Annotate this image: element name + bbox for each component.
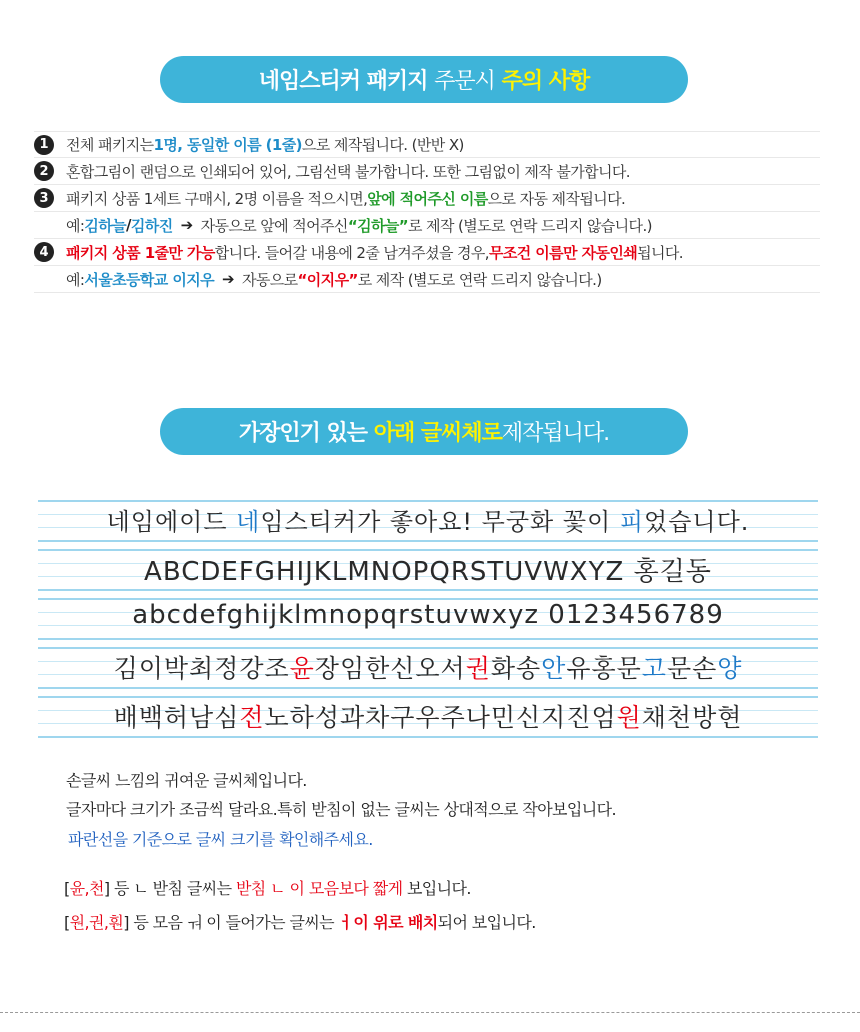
- sample-highlight: 전: [239, 703, 265, 732]
- sample-highlight: 권: [465, 654, 491, 683]
- sample-text: 었습니다.: [644, 508, 750, 536]
- number-3-icon: 3: [34, 188, 54, 208]
- note-3-ex-prefix: 예:: [66, 216, 85, 235]
- order-notes-list: [34, 131, 820, 293]
- note-3-ex-name2: 김하진: [130, 216, 173, 235]
- bracket: [: [64, 913, 70, 932]
- description-line-4: [64, 876, 471, 899]
- sample-highlight: 안: [541, 654, 567, 683]
- note-4-bold-a: 패키지 상품 1줄만 가능: [66, 243, 215, 262]
- notice-header-banner: [160, 56, 688, 103]
- sample-text: 김이박최정강조: [113, 654, 290, 683]
- sample-line-2: ABCDEFGHIJKLMNOPQRSTUVWXYZ 홍길동: [144, 557, 712, 587]
- sample-highlight: 원: [616, 703, 642, 732]
- description-highlight: 받침 ㄴ 이 모음보다 짧게: [235, 879, 403, 898]
- note-3-bold: 앞에 적어주신 이름: [367, 189, 488, 208]
- arrow-right-icon: ➔: [222, 270, 234, 288]
- note-3-ex-sep: /: [126, 216, 131, 234]
- sample-line-1: [38, 502, 818, 537]
- font-header-part2: 아래 글씨체로: [373, 421, 502, 446]
- sample-line-5: [38, 698, 818, 734]
- sample-highlight: 고: [641, 654, 667, 683]
- font-sample-panel: [38, 496, 818, 742]
- sample-text: 노하성과차구우주나민신지진엄: [264, 703, 617, 732]
- note-3-ex-text-a: 자동으로 앞에 적어주신: [200, 216, 348, 235]
- note-4-ex-text-b: 로 제작 (별도로 연락 드리지 않습니다.): [357, 270, 602, 289]
- note-3-ex-result: “김하늘”: [347, 216, 408, 235]
- sample-text: 임스티커가 좋아요! 무궁화 꽃이: [260, 508, 620, 536]
- sample-text: 유홍문: [566, 654, 642, 683]
- guide-line: [38, 540, 818, 542]
- note-4-ex-name: 서울초등학교 이지우: [84, 270, 214, 289]
- note-item-3: [34, 185, 820, 212]
- note-4-text-b: 됩니다.: [637, 243, 683, 262]
- example-chars: 원,권,훤: [69, 913, 124, 932]
- description-line-2: 글자마다 크기가 조금씩 달라요.특히 받침이 없는 글씨는 상대적으로 작아보입니다.: [66, 800, 616, 819]
- guide-line: [38, 736, 818, 738]
- number-1-icon: 1: [34, 135, 54, 155]
- note-3-ex-name1: 김하늘: [84, 216, 127, 235]
- description-line-3: 파란선을 기준으로 글씨 크기를 확인해주세요.: [68, 830, 373, 849]
- note-2-text: 혼합그림이 랜덤으로 인쇄되어 있어, 그림선택 불가합니다. 또한 그림없이 제작 불가합니다.: [66, 162, 630, 181]
- sample-text: 화송: [490, 654, 542, 683]
- description-text: 되어 보입니다.: [437, 913, 536, 932]
- section-divider: [0, 1012, 860, 1013]
- note-item-3-example: [34, 212, 820, 239]
- sample-text: 채천방현: [641, 703, 743, 732]
- font-header-part1: 가장인기 있는: [238, 421, 368, 446]
- note-item-1: [34, 131, 820, 158]
- description-text: 보입니다.: [402, 879, 471, 898]
- note-4-bold-b: 무조건 이름만 자동인쇄: [488, 243, 638, 262]
- sample-highlight: 네: [236, 508, 261, 536]
- arrow-right-icon: ➔: [180, 216, 193, 234]
- note-4-text-a: 합니다. 들어갈 내용에 2줄 남겨주셨을 경우,: [214, 243, 489, 262]
- font-header-part3: 제작됩니다.: [501, 421, 610, 446]
- guide-line: [38, 589, 818, 591]
- note-item-4: [34, 239, 820, 266]
- sample-text: 문손: [666, 654, 718, 683]
- note-3-text-a: 패키지 상품 1세트 구매시, 2명 이름을 적으시면,: [66, 189, 368, 208]
- sample-highlight: 양: [717, 654, 743, 683]
- note-1-bold: 1명, 동일한 이름 (1줄): [153, 136, 302, 154]
- notice-header-part2: 주문시: [434, 69, 495, 94]
- sample-highlight: 윤: [289, 654, 315, 683]
- description-text: ] 등 ㄴ 받침 글씨는: [103, 879, 236, 898]
- note-1-text-b: 으로 제작됩니다. (반반 X): [301, 136, 464, 154]
- sample-line-3: abcdefghijklmnopqrstuvwxyz 0123456789: [132, 600, 724, 630]
- note-1-text-a: 전체 패키지는: [66, 136, 154, 154]
- example-chars: 윤,천: [69, 879, 104, 898]
- sample-highlight: 피: [619, 508, 645, 536]
- description-highlight: ㅓ이 위로 배치: [338, 913, 438, 932]
- number-2-icon: 2: [34, 161, 54, 181]
- number-4-icon: 4: [34, 242, 54, 262]
- sample-text: 장임한신오서: [314, 654, 466, 683]
- description-line-1: 손글씨 느낌의 귀여운 글씨체입니다.: [66, 771, 307, 790]
- bracket: [: [64, 879, 70, 898]
- sample-line-4: [38, 649, 818, 685]
- note-item-2: [34, 158, 820, 185]
- description-text: ] 등 모음 ㅝ 이 들어가는 글씨는: [123, 913, 339, 932]
- font-header-banner: [160, 408, 688, 455]
- guide-line: [38, 638, 818, 640]
- note-3-ex-text-b: 로 제작 (별도로 연락 드리지 않습니다.): [408, 216, 652, 235]
- sample-text: 배백허남심: [113, 703, 240, 732]
- note-item-4-example: [34, 266, 820, 293]
- notice-header-part3: 주의 사항: [501, 69, 590, 94]
- description-line-5: [64, 910, 536, 933]
- notice-header-part1: 네임스티커 패키지: [258, 69, 428, 94]
- guide-line: [38, 687, 818, 689]
- sample-text: 네임에이드: [106, 508, 237, 536]
- note-4-ex-result: “이지우”: [297, 270, 358, 289]
- note-4-ex-prefix: 예:: [66, 270, 85, 289]
- note-4-ex-text-a: 자동으로: [241, 270, 298, 289]
- note-3-text-b: 으로 자동 제작됩니다.: [487, 189, 626, 208]
